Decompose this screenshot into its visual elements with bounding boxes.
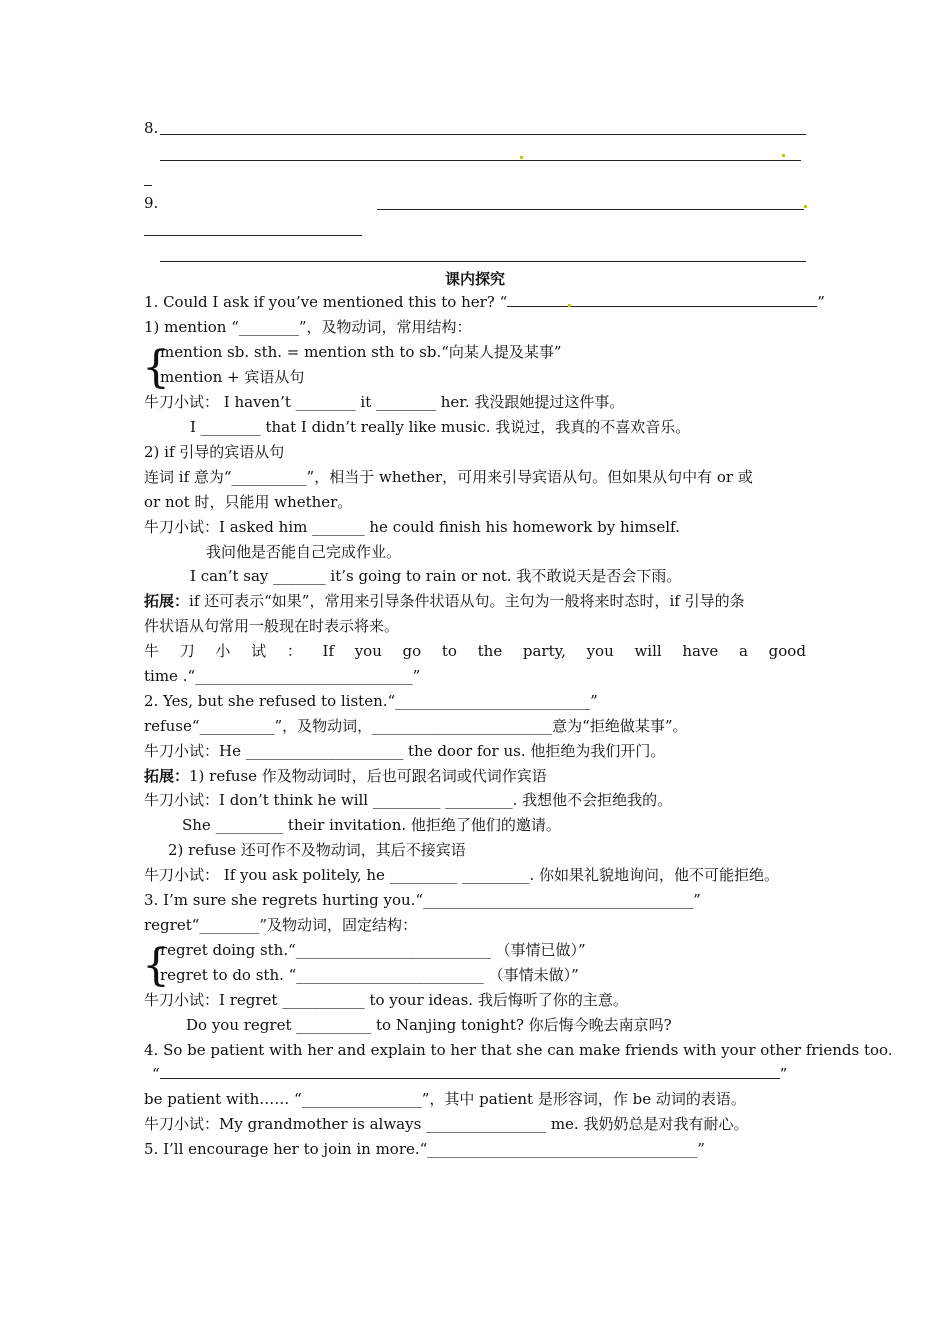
mention-heading: 1) mention “________”，及物动词，常用结构：	[144, 318, 472, 336]
if-explain-2: or not 时，只能用 whether。	[144, 493, 353, 511]
try-word: 牛	[144, 642, 160, 660]
try-word: will	[634, 642, 662, 660]
try-word: party,	[522, 642, 566, 660]
try-if-3-line	[144, 641, 806, 661]
try-if-1-chinese: 我问他是否能自己完成作业。	[206, 543, 402, 561]
open-quote: “	[152, 1065, 160, 1083]
answer-line-9c	[160, 261, 806, 262]
mention-structure-a: mention sb. sth. = mention sth to sb.“向某人提及某事”	[160, 343, 562, 361]
try-mention-2: I ________ that I didn’t really like music. 我说过，我真的不喜欢音乐。	[190, 418, 691, 436]
try-word: ：	[286, 642, 302, 660]
refuse-heading: refuse“__________”，及物动词，________________________意为“拒绝做某事”。	[144, 717, 688, 735]
try-if-1: 牛刀小试：I asked him _______ he could finish his homework by himself.	[144, 518, 680, 536]
answer-line-8a	[160, 134, 806, 135]
extension-3: 2) refuse 还可作不及物动词，其后不接宾语	[168, 841, 466, 859]
if-explain-1: 连词 if 意为“__________”，相当于 whether，可用来引导宾语从句。但如果从句中有 or 或	[144, 468, 753, 486]
sentence-5: 5. I’ll encourage her to join in more.“____________________________________”	[144, 1140, 705, 1158]
marker-dot	[520, 156, 523, 159]
answer-line-8b	[160, 160, 801, 161]
try-regret-1: 牛刀小试：I regret ___________ to your ideas. 我后悔听了你的主意。	[144, 991, 628, 1009]
answer-line-9b	[144, 235, 362, 236]
try-word: go	[402, 642, 422, 660]
extension-2-text: 1) refuse 作及物动词时，后也可跟名词或代词作宾语	[189, 767, 547, 785]
question-9-number: 9.	[144, 194, 159, 212]
try-word: good	[768, 642, 806, 660]
regret-structure-b: regret to do sth. “_________________________ （事情未做）”	[160, 966, 579, 984]
try-word: to	[441, 642, 457, 660]
try-if-2: I can’t say _______ it’s going to rain or not. 我不敢说天是否会下雨。	[190, 567, 682, 585]
if-heading: 2) if 引导的宾语从句	[144, 443, 285, 461]
try-refuse-2: 牛刀小试：I don’t think he will _________ _________. 我想他不会拒绝我的。	[144, 791, 673, 809]
try-word: 试	[251, 642, 267, 660]
try-refuse-1: 牛刀小试：He _____________________ the door for us. 他拒绝为我们开门。	[144, 742, 666, 760]
try-word: 小	[215, 642, 231, 660]
try-word: the	[477, 642, 503, 660]
question-8-number: 8.	[144, 119, 159, 137]
try-refuse-4: 牛刀小试： If you ask politely, he _________ _________. 你如果礼貌地询问，他不可能拒绝。	[144, 866, 780, 884]
try-word: have	[682, 642, 719, 660]
sentence-1-close: ”	[817, 293, 825, 311]
answer-line-8c	[144, 185, 152, 186]
regret-heading: regret“________”及物动词，固定结构：	[144, 916, 418, 934]
mention-structure-b: mention + 宾语从句	[160, 368, 305, 386]
close-quote: ”	[779, 1065, 788, 1083]
try-refuse-3: She _________ their invitation. 他拒绝了他们的邀请。	[182, 816, 561, 834]
try-word: If	[322, 642, 334, 660]
patient-heading: be patient with…… “________________”，其中 patient 是形容词，作 be 动词的表语。	[144, 1090, 746, 1108]
section-title: 课内探究	[444, 270, 505, 288]
sentence-4: 4. So be patient with her and explain to her that she can make friends with your other friends too.	[144, 1041, 893, 1059]
regret-structure-a: regret doing sth.“__________________________ （事情已做）”	[160, 941, 586, 959]
answer-blank[interactable]	[160, 1064, 780, 1079]
try-if-3-cont: time .“_____________________________”	[144, 667, 421, 685]
marker-dot	[804, 205, 807, 208]
try-mention-1: 牛刀小试： I haven’t ________ it ________ her. 我没跟她提过这件事。	[144, 393, 625, 411]
sentence-1-text: 1. Could I ask if you’ve mentioned this to her? “	[144, 293, 508, 311]
answer-line-9a	[377, 209, 804, 210]
try-word: you	[586, 642, 614, 660]
extension-1	[144, 591, 745, 611]
try-regret-2: Do you regret __________ to Nanjing tonight? 你后悔今晚去南京吗?	[186, 1016, 672, 1034]
try-word: a	[739, 642, 748, 660]
try-word: 刀	[179, 642, 195, 660]
extension-1-cont: 件状语从句常用一般现在时表示将来。	[144, 617, 400, 635]
sentence-4-answer	[152, 1064, 787, 1084]
brace-symbol: {	[142, 342, 170, 393]
brace-symbol: {	[142, 940, 170, 991]
sentence-2: 2. Yes, but she refused to listen.“__________________________”	[144, 692, 598, 710]
answer-blank[interactable]	[507, 292, 817, 307]
extension-1-text: if 还可表示“如果”，常用来引导条件状语从句。主句为一般将来时态时，if 引导的条	[189, 592, 745, 610]
try-patient: 牛刀小试：My grandmother is always ________________ me. 我奶奶总是对我有耐心。	[144, 1115, 749, 1133]
extension-2	[144, 766, 547, 786]
sentence-3: 3. I’m sure she regrets hurting you.“____________________________________”	[144, 891, 701, 909]
marker-dot	[782, 154, 785, 157]
try-word: you	[354, 642, 382, 660]
sentence-1	[144, 292, 825, 312]
extension-label: 拓展：	[144, 592, 190, 610]
marker-dot	[568, 304, 571, 307]
extension-label: 拓展：	[144, 767, 190, 785]
